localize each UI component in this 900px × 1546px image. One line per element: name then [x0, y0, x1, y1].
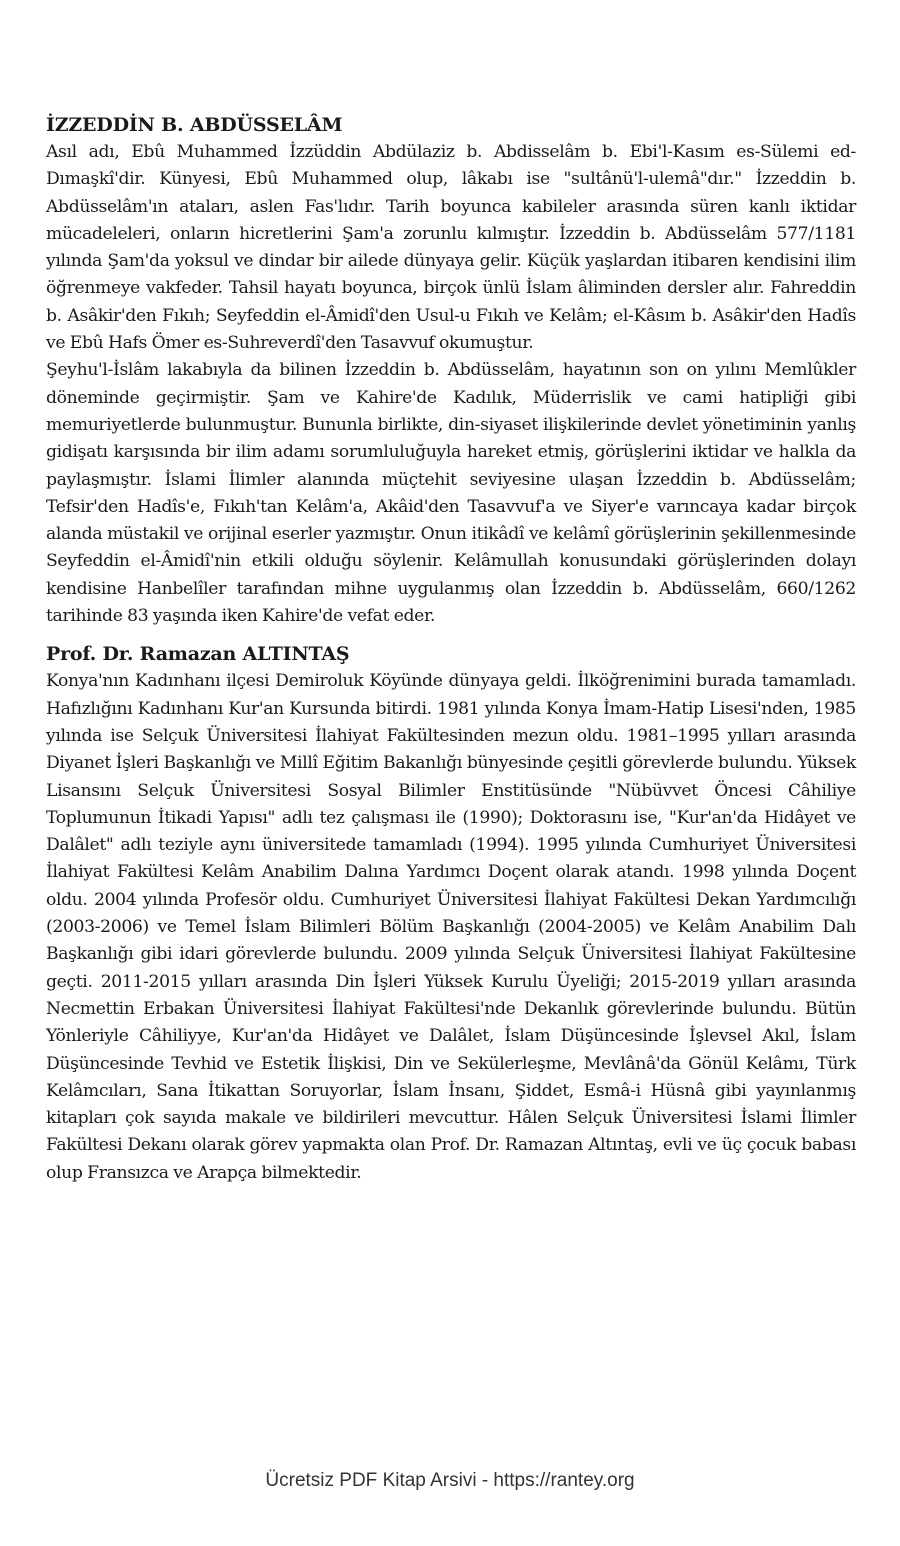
- section-title-author: Prof. Dr. Ramazan ALTINTAŞ: [46, 643, 350, 666]
- footer-text: Ücretsiz PDF Kitap Arsivi - https://rantey.org: [265, 1470, 635, 1491]
- section-gap: [46, 630, 856, 641]
- section-title-izzeddin: İZZEDDİN B. ABDÜSSELÂM: [46, 114, 343, 136]
- page-content: [46, 112, 856, 1187]
- paragraph-author-bio: Konya'nın Kadınhanı ilçesi Demiroluk Köyünde dünyaya geldi. İlköğrenimini burada tamamladı. Hafızlığını Kadınhanı Kur'an Kursunda bitirdi. 1981 yılında Konya İmam-Hatip Lisesi'nden, 1985 yılında ise Selçuk Üniversitesi İlahiyat Fakültesinden mezun oldu. 1981–1995 yılları arasında Diyanet İşleri Başkanlığı ve Millî Eğitim Bakanlığı bünyesinde çeşitli görevlerde bulundu. Yüksek Lisansını Selçuk Üniversitesi Sosyal Bilimler Enstitüsünde "Nübüvvet Öncesi Câhiliye Toplumunun İtikadi Yapısı" adlı tez çalışması ile (1990); Doktorasını ise, "Kur'an'da Hidâyet ve Dalâlet" adlı teziyle aynı üniversitede tamamladı (1994). 1995 yılında Cumhuriyet Üniversitesi İlahiyat Fakültesi Kelâm Anabilim Dalına Yardımcı Doçent olarak atandı. 1998 yılında Doçent oldu. 2004 yılında Profesör oldu. Cumhuriyet Üniversitesi İlahiyat Fakültesi Dekan Yardımcılığı (2003-2006) ve Temel İslam Bilimleri Bölüm Başkanlığı (2004-2005) ve Kelâm Anabilim Dalı Başkanlığı gibi idari görevlerde bulundu. 2009 yılında Selçuk Üniversitesi İlahiyat Fakültesine geçti. 2011-2015 yılları arasında Din İşleri Yüksek Kurulu Üyeliği; 2015-2019 yılları arasında Necmettin Erbakan Üniversitesi İlahiyat Fakültesi'nde Dekanlık görevlerinde bulundu. Bütün Yönleriyle Câhiliyye, Kur'an'da Hidâyet ve Dalâlet, İslam Düşüncesinde İşlevsel Akıl, İslam Düşüncesinde Tevhid ve Estetik İlişkisi, Din ve Sekülerleşme, Mevlânâ'da Gönül Kelâmı, Türk Kelâmcıları, Sana İtikattan Soruyorlar, İslam İnsanı, Şiddet, Esmâ-i Hüsnâ gibi yayınlanmış kitapları çok sayıda makale ve bildirileri mevcuttur. Hâlen Selçuk Üniversitesi İslami İlimler Fakültesi Dekanı olarak görev yapmakta olan Prof. Dr. Ramazan Altıntaş, evli ve üç çocuk babası olup Fransızca ve Arapça bilmektedir.: [46, 671, 856, 1183]
- paragraph-izzeddin-1: Asıl adı, Ebû Muhammed İzzüddin Abdülaziz b. Abdisselâm b. Ebi'l-Kasım es-Sülemi ed-Dımaşkî'dir. Künyesi, Ebû Muhammed olup, lâkabı ise "sultânü'l-ulemâ"dır." İzzeddin b. Abdüsselâm'ın ataları, aslen Fas'lıdır. Tarih boyunca kabileler arasında süren kanlı iktidar mücadeleleri, onların hicretlerini Şam'a zorunlu kılmıştır. İzzeddin b. Abdüsselâm 577/1181 yılında Şam'da yoksul ve dindar bir ailede dünyaya gelir. Küçük yaşlardan itibaren kendisini ilim öğrenmeye vakfeder. Tahsil hayatı boyunca, birçok ünlü İslam âliminden dersler alır. Fahreddin b. Asâkir'den Fıkıh; Seyfeddin el-Âmidî'den Usul-u Fıkıh ve Kelâm; el-Kâsım b. Asâkir'den Hadîs ve Ebû Hafs Ömer es-Suhreverdî'den Tasavvuf okumuştur.: [46, 142, 856, 354]
- paragraph-izzeddin-2: Şeyhu'l-İslâm lakabıyla da bilinen İzzeddin b. Abdüsselâm, hayatının son on yılını Memlûkler döneminde geçirmiştir. Şam ve Kahire'de Kadılık, Müderrislik ve cami hatipliği gibi memuriyetlerde bulunmuştur. Bununla birlikte, din-siyaset ilişkilerinde devlet yönetiminin yanlış gidişatı karşısında bir ilim adamı sorumluluğuyla hareket etmiş, görüşlerini iktidar ve halkla da paylaşmıştır. İslami İlimler alanında müçtehit seviyesine ulaşan İzzeddin b. Abdüsselâm; Tefsir'den Hadîs'e, Fıkıh'tan Kelâm'a, Akâid'den Tasavvuf'a ve Siyer'e varıncaya kadar birçok alanda müstakil ve orijinal eserler yazmıştır. Onun itikâdî ve kelâmî görüşlerinin şekillenmesinde Seyfeddin el-Âmidî'nin etkili olduğu söylenir. Kelâmullah konusundaki görüşlerinden dolayı kendisine Hanbelîler tarafından mihne uygulanmış olan İzzeddin b. Abdüsselâm, 660/1262 tarihinde 83 yaşında iken Kahire'de vefat eder.: [46, 360, 856, 627]
